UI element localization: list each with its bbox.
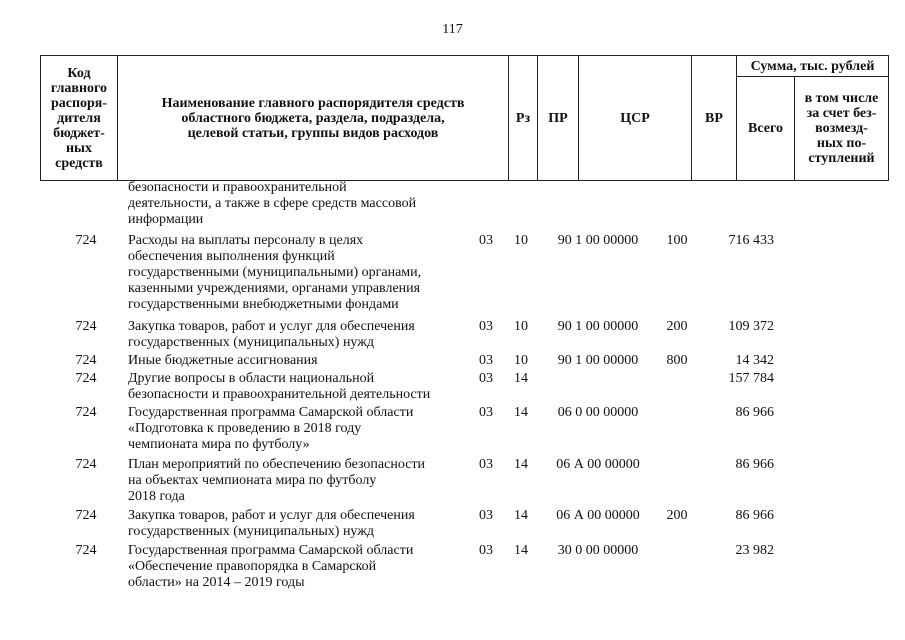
row-name-line: государственных (муниципальных) нужд bbox=[128, 335, 375, 350]
row-name-line: «Подготовка к проведению в 2018 году bbox=[128, 421, 362, 436]
row-csr: 30 0 00 00000 bbox=[557, 542, 639, 558]
row-name-line: области» на 2014 – 2019 годы bbox=[128, 574, 305, 590]
row-name bbox=[128, 353, 473, 369]
row-total: 109 372 bbox=[728, 319, 774, 334]
row-total: 86 966 bbox=[735, 405, 774, 420]
row-pr: 10 bbox=[514, 233, 528, 248]
row-name-line: безопасности и правоохранительной деятельности bbox=[128, 386, 431, 402]
row-name-line: государственными внебюджетными фондами bbox=[128, 297, 399, 312]
row-name-line: казенными учреждениями, органами управления bbox=[128, 281, 421, 296]
row-name bbox=[128, 543, 473, 591]
row-name bbox=[128, 233, 473, 313]
row-rz: 03 bbox=[479, 319, 493, 334]
row-pr: 10 bbox=[514, 353, 528, 369]
row-name-line: Расходы на выплаты персоналу в целях bbox=[128, 233, 364, 248]
row-name-line: Иные бюджетные ассигнования bbox=[128, 353, 318, 369]
row-pr: 14 bbox=[514, 508, 528, 524]
row-name-line: «Обеспечение правопорядка в Самарской bbox=[128, 558, 377, 574]
row-rz: 03 bbox=[479, 405, 493, 420]
row-pr: 14 bbox=[514, 370, 528, 386]
header-code: Код главного распоря- дителя бюджет- ных средств bbox=[40, 55, 118, 181]
header-total: Всего bbox=[736, 76, 795, 181]
row-rz: 03 bbox=[479, 542, 493, 558]
row-csr: 06 А 00 00000 bbox=[556, 508, 640, 524]
row-code: 724 bbox=[75, 353, 97, 369]
row-name-line: на объектах чемпионата мира по футболу bbox=[128, 472, 377, 488]
row-name-line: Другие вопросы в области национальной bbox=[128, 370, 375, 386]
row-code: 724 bbox=[75, 508, 97, 524]
row-code: 724 bbox=[75, 233, 97, 248]
row-vr: 100 bbox=[666, 233, 688, 248]
row-csr: 06 0 00 00000 bbox=[557, 405, 639, 420]
row-rz: 03 bbox=[479, 508, 493, 524]
row-name-line: План мероприятий по обеспечению безопасности bbox=[128, 456, 426, 472]
row-vr: 200 bbox=[666, 319, 688, 334]
row-name-line: Закупка товаров, работ и услуг для обеспечения bbox=[128, 319, 415, 334]
row-name bbox=[128, 319, 473, 351]
row-name-line: Государственная программа Самарской области bbox=[128, 405, 414, 420]
row-code: 724 bbox=[75, 405, 97, 420]
row-name-line: Закупка товаров, работ и услуг для обеспечения bbox=[128, 508, 415, 524]
row-rz: 03 bbox=[479, 233, 493, 248]
header-rz: Рз bbox=[508, 55, 538, 181]
header-incl: в том числе за счет без- возмезд- ных по- ступлений bbox=[794, 76, 889, 181]
row-rz: 03 bbox=[479, 456, 493, 472]
row-name bbox=[128, 405, 473, 453]
table-header bbox=[40, 55, 889, 181]
row-name-line: государственных (муниципальных) нужд bbox=[128, 524, 375, 540]
row-code: 724 bbox=[75, 542, 97, 558]
row-pr: 14 bbox=[514, 405, 528, 420]
header-name: Наименование главного распорядителя средств областного бюджета, раздела, подраздела, целевой статьи, группы видов расходов bbox=[117, 55, 509, 181]
row-name-line: обеспечения выполнения функций bbox=[128, 249, 335, 264]
row-rz: 03 bbox=[479, 370, 493, 386]
row-csr: 90 1 00 00000 bbox=[557, 353, 639, 369]
row-total: 86 966 bbox=[735, 456, 774, 472]
row-vr: 800 bbox=[666, 353, 688, 369]
row-total: 14 342 bbox=[735, 353, 774, 369]
row-name-line: Государственная программа Самарской области bbox=[128, 542, 414, 558]
row-csr: 90 1 00 00000 bbox=[557, 233, 639, 248]
row-vr: 200 bbox=[666, 508, 688, 524]
continuation-text: безопасности и правоохранительной деятельности, а также в сфере средств массовой информации bbox=[128, 180, 417, 227]
header-csr: ЦСР bbox=[578, 55, 692, 181]
row-pr: 14 bbox=[514, 542, 528, 558]
row-total: 157 784 bbox=[728, 370, 774, 386]
row-name-line: чемпионата мира по футболу» bbox=[128, 437, 310, 452]
row-code: 724 bbox=[75, 370, 97, 386]
row-rz: 03 bbox=[479, 353, 493, 369]
row-pr: 14 bbox=[514, 456, 528, 472]
row-total: 86 966 bbox=[735, 508, 774, 524]
row-total: 23 982 bbox=[735, 542, 774, 558]
header-vr: ВР bbox=[691, 55, 737, 181]
header-pr: ПР bbox=[537, 55, 579, 181]
header-sum: Сумма, тыс. рублей bbox=[736, 55, 889, 77]
row-name bbox=[128, 371, 473, 403]
row-csr: 90 1 00 00000 bbox=[557, 319, 639, 334]
row-name-line: государственными (муниципальными) органами, bbox=[128, 265, 422, 280]
page-number: 117 bbox=[442, 22, 463, 37]
row-name bbox=[128, 508, 473, 540]
row-name-line: 2018 года bbox=[128, 488, 185, 504]
row-code: 724 bbox=[75, 319, 97, 334]
row-name bbox=[128, 457, 473, 505]
row-code: 724 bbox=[75, 456, 97, 472]
row-csr: 06 А 00 00000 bbox=[556, 456, 640, 472]
row-total: 716 433 bbox=[728, 233, 774, 248]
row-pr: 10 bbox=[514, 319, 528, 334]
